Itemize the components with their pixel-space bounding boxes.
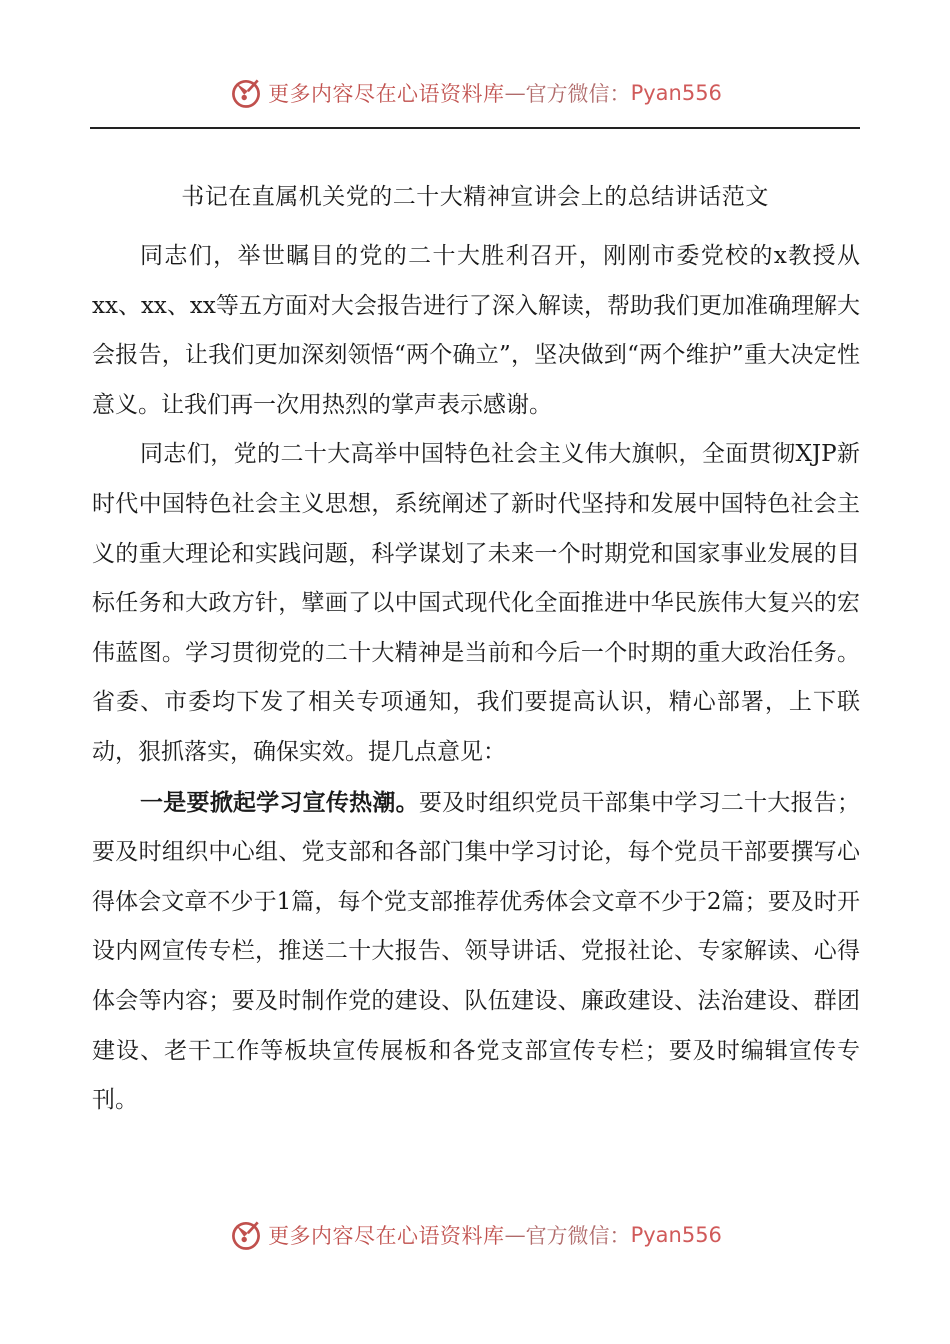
banner-dash: — — [504, 81, 526, 105]
banner-dash: — — [504, 1223, 526, 1247]
logo-icon — [228, 1217, 264, 1253]
point-one-body: 要及时组织党员干部集中学习二十大报告；要及时组织中心组、党支部和各部门集中学习讨论，每个党员干部要撰写心得体会文章不少于1篇，每个党支部推荐优秀体会文章不少于2篇；要及时开设内网宣传专栏，推送二十大报告、领导讲话、党报社论、专家解读、心得体会等内容；要及时制作党的建设、队伍建设、廉政建设、法治建设、群团建设、老干工作等板块宣传展板和各党支部宣传专栏；要及时编辑宣传专刊。 — [92, 789, 861, 1114]
header-divider — [90, 127, 860, 129]
header-banner — [0, 70, 950, 116]
banner-wechat-id: Pyan556 — [630, 81, 722, 105]
point-one-heading: 一是要掀起学习宣传热潮。 — [140, 788, 419, 816]
banner-wechat-label: 官方微信： — [525, 82, 631, 106]
banner-site-text: 更多内容尽在心语资料库 — [268, 82, 505, 106]
banner-wechat-id: Pyan556 — [630, 1223, 722, 1247]
document-body — [92, 232, 860, 1126]
banner-wechat-label: 官方微信： — [525, 1224, 631, 1248]
footer-banner — [0, 1212, 950, 1258]
banner-site-text: 更多内容尽在心语资料库 — [268, 1224, 505, 1248]
paragraph-point-one — [92, 778, 860, 1126]
paragraph-opening: 同志们，举世瞩目的党的二十大胜利召开，刚刚市委党校的x教授从xx、xx、xx等五方面对大会报告进行了深入解读，帮助我们更加准确理解大会报告，让我们更加深刻领悟“两个确立”，坚决做到“两个维护”重大决定性意义。让我们再一次用热烈的掌声表示感谢。 — [92, 243, 860, 418]
paragraph-context: 同志们，党的二十大高举中国特色社会主义伟大旗帜，全面贯彻XJP新时代中国特色社会主义思想，系统阐述了新时代坚持和发展中国特色社会主义的重大理论和实践问题，科学谋划了未来一个时期党和国家事业发展的目标任务和大政方针，擘画了以中国式现代化全面推进中华民族伟大复兴的宏伟蓝图。学习贯彻党的二十大精神是当前和今后一个时期的重大政治任务。省委、市委均下发了相关专项通知，我们要提高认识，精心部署，上下联动，狠抓落实，确保实效。提几点意见： — [92, 441, 860, 765]
logo-icon — [228, 75, 264, 111]
document-title: 书记在直属机关党的二十大精神宣讲会上的总结讲话范文 — [181, 184, 769, 210]
